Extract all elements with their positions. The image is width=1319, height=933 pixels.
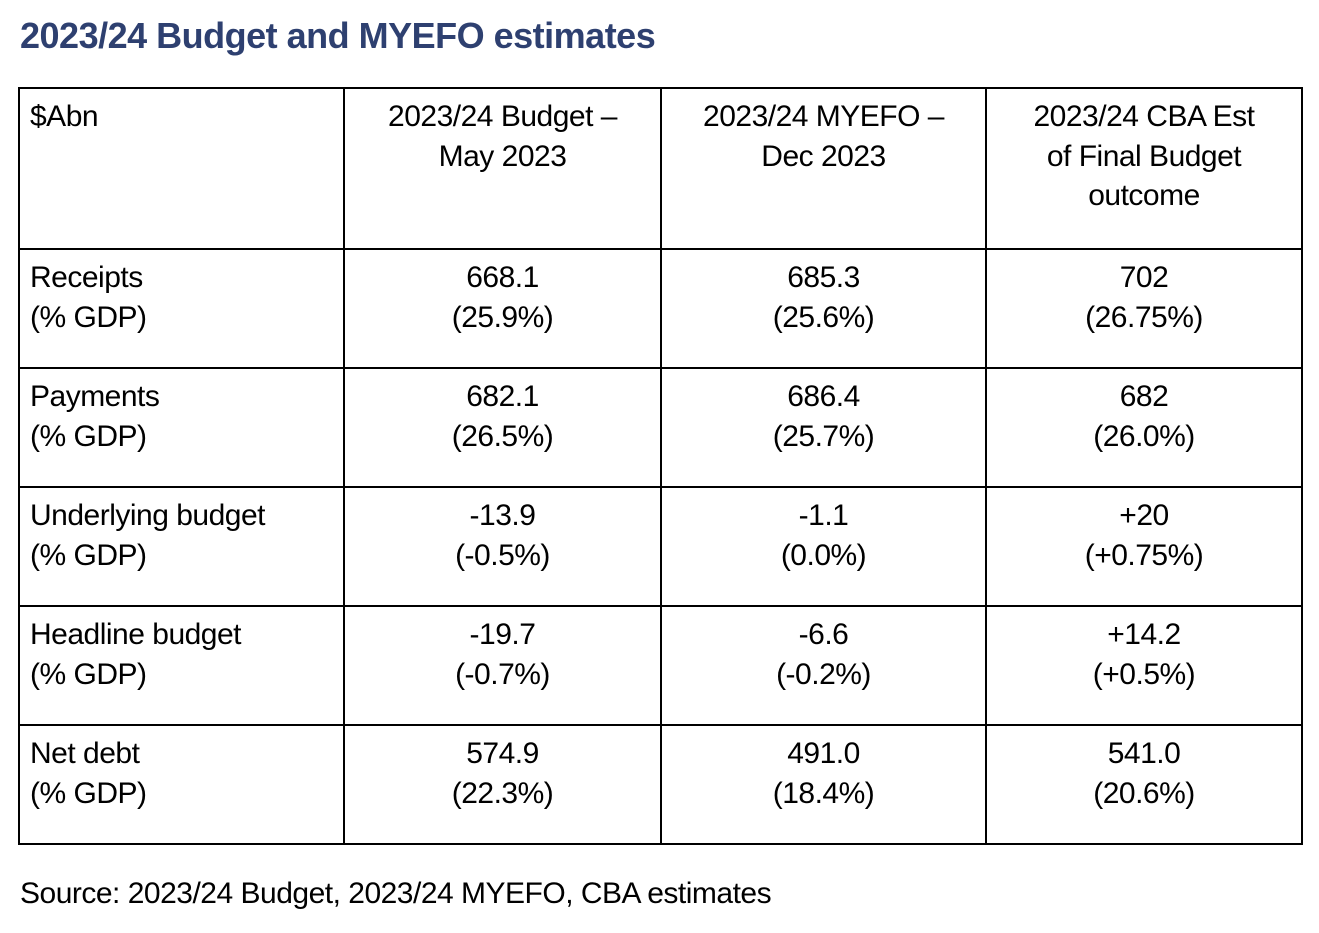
row-label: Headline budget [30,618,242,652]
value-cell [661,368,986,487]
cell-value: +20 [1119,499,1169,533]
cell-value: 682.1 [466,380,539,414]
column-header-line: outcome [1088,179,1200,213]
column-header-line: 2023/24 Budget – [388,100,617,134]
row-sublabel: (% GDP) [30,419,147,453]
value-cell [986,368,1302,487]
row-label: Receipts [30,261,143,295]
cell-pct: (25.7%) [772,419,875,453]
cell-pct: (0.0%) [780,538,867,572]
value-cell [661,725,986,844]
row-sublabel: (% GDP) [30,300,147,334]
page-title: 2023/24 Budget and MYEFO estimates [20,15,656,56]
value-cell [661,249,986,368]
value-cell [344,368,661,487]
column-header-line: 2023/24 CBA Est [1033,100,1255,134]
cell-pct: (-0.2%) [776,657,871,691]
cell-pct: (22.3%) [451,776,554,810]
cell-value: 682 [1119,380,1169,414]
cell-value: -13.9 [469,499,536,533]
value-cell [986,606,1302,725]
cell-pct: (+0.5%) [1092,657,1196,691]
row-label-cell [19,725,344,844]
source-note: Source: 2023/24 Budget, 2023/24 MYEFO, CBA estimates [20,877,772,911]
cell-value: -1.1 [798,499,849,533]
row-sublabel: (% GDP) [30,538,147,572]
cell-pct: (25.9%) [451,300,554,334]
value-cell [986,725,1302,844]
row-sublabel: (% GDP) [30,776,147,810]
cell-value: 685.3 [787,261,860,295]
value-cell [661,606,986,725]
column-header-line: Dec 2023 [761,139,886,173]
column-header-line: of Final Budget [1046,139,1242,173]
unit-header-cell [19,88,344,249]
row-label: Payments [30,380,160,414]
value-cell [661,487,986,606]
column-header-line: 2023/24 MYEFO – [703,100,944,134]
cell-pct: (-0.5%) [455,538,550,572]
row-label: Net debt [30,737,140,771]
budget-estimates-table [18,87,1303,845]
cell-value: -6.6 [798,618,849,652]
row-label: Underlying budget [30,499,266,533]
table-row-net-debt [19,725,1302,844]
table-row-headline-budget [19,606,1302,725]
value-cell [344,606,661,725]
value-cell [986,249,1302,368]
cell-value: 668.1 [466,261,539,295]
column-header-cba-est [986,88,1302,249]
cell-value: +14.2 [1107,618,1181,652]
value-cell [986,487,1302,606]
cell-value: 541.0 [1107,737,1181,771]
cell-pct: (26.0%) [1093,419,1195,453]
cell-value: 702 [1119,261,1169,295]
row-label-cell [19,487,344,606]
cell-value: 574.9 [466,737,539,771]
unit-label: $Abn [30,100,99,134]
cell-pct: (26.5%) [451,419,554,453]
column-header-budget [344,88,661,249]
row-sublabel: (% GDP) [30,657,147,691]
column-header-line: May 2023 [438,139,567,173]
cell-value: -19.7 [469,618,536,652]
cell-pct: (26.75%) [1085,300,1203,334]
table-row-underlying-budget [19,487,1302,606]
value-cell [344,487,661,606]
value-cell [344,725,661,844]
table-header-row [19,88,1302,249]
row-label-cell [19,249,344,368]
cell-pct: (18.4%) [772,776,875,810]
column-header-myefo [661,88,986,249]
cell-value: 491.0 [787,737,860,771]
value-cell [344,249,661,368]
cell-pct: (20.6%) [1093,776,1195,810]
table-row-payments [19,368,1302,487]
row-label-cell [19,368,344,487]
table-row-receipts [19,249,1302,368]
cell-pct: (+0.75%) [1084,538,1204,572]
cell-value: 686.4 [787,380,860,414]
cell-pct: (-0.7%) [455,657,550,691]
cell-pct: (25.6%) [772,300,875,334]
row-label-cell [19,606,344,725]
